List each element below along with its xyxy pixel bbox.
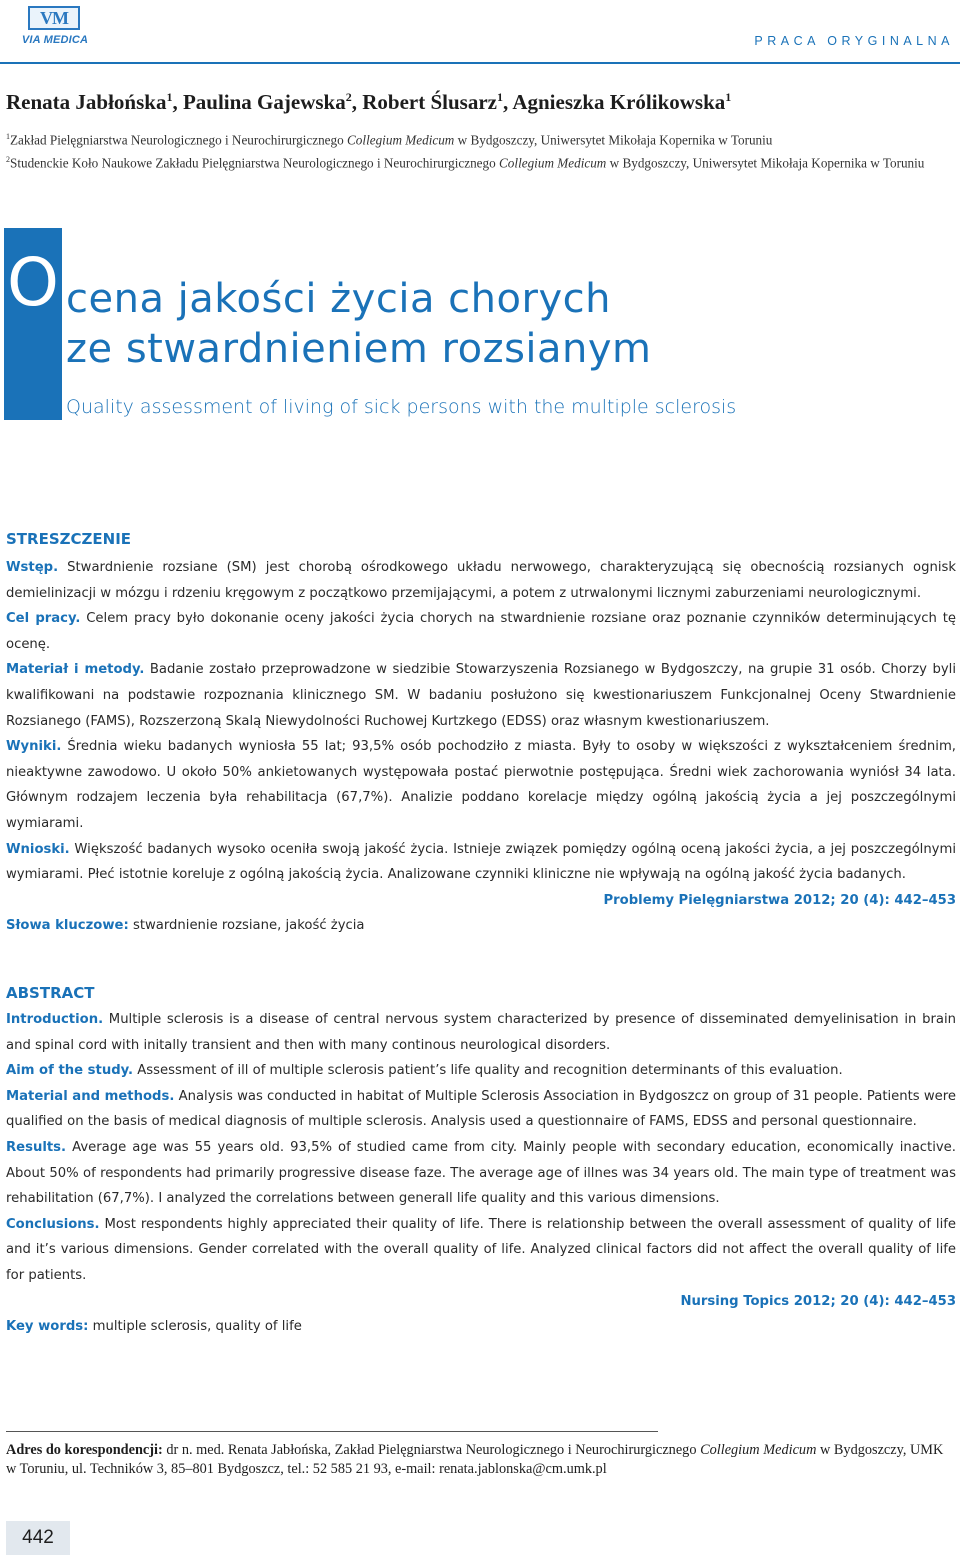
author-name: Robert Ślusarz bbox=[362, 90, 497, 114]
abstract-body bbox=[6, 1007, 956, 1340]
paragraph-text: Badanie zostało przeprowadzone w siedzibie Stowarzyszenia Rozsianego w Bydgoszczy, na grupie 31 osób. Chorzy byli kwalifikowani na podstawie rozpoznania klinicznego SM. W badaniu posłużono się kwestionariuszem Funkcjonalnej Oceny Stwardnienie Rozsianego (FAMS), Rozszerzoną Skalą Niewydolności Ruchowej Kurtzkego (EDSS) oraz własnym kwestionariuszem. bbox=[6, 662, 956, 729]
affiliation-text: w Bydgoszczy, Uniwersytet Mikołaja Kopernika w Toruniu bbox=[454, 132, 773, 148]
paragraph-label: Conclusions. bbox=[6, 1216, 100, 1232]
article-title-line-1: cena jakości życia chorych bbox=[66, 276, 611, 322]
paragraph-label: Introduction. bbox=[6, 1012, 104, 1027]
logo-text: VIA MEDICA bbox=[21, 34, 89, 46]
address-italic: Collegium Medicum bbox=[700, 1442, 817, 1458]
document-type: PRACA ORYGINALNA bbox=[754, 34, 954, 48]
author-affiliation-mark: 1 bbox=[496, 90, 503, 104]
streszczenie-heading: STRESZCZENIE bbox=[6, 530, 132, 548]
address-text: dr n. med. Renata Jabłońska, Zakład Pielęgniarstwa Neurologicznego i Neurochirurgicznego bbox=[162, 1442, 701, 1458]
streszczenie-body bbox=[6, 555, 956, 939]
article-title-line-2: ze stwardnieniem rozsianym bbox=[66, 326, 652, 372]
affiliation-text: Studenckie Koło Naukowe Zakładu Pielęgniarstwa Neurologicznego i Neurochirurgicznego bbox=[10, 155, 500, 171]
affiliation-text: Zakład Pielęgniarstwa Neurologicznego i Neurochirurgicznego bbox=[10, 132, 348, 148]
paragraph-text: Średnia wieku badanych wyniosła 55 lat; 93,5% osób pochodziło z miasta. Były to osoby w większości z wykształceniem średnim, nieaktywne zawodowo. U około 50% ankietowanych występowała postać pierwotnie postępująca. Średni wiek zachorowania wyniósł 34 lata. Głównym rodzajem leczenia była rehabilitacja (67,7%). Analizie poddano korelacje między ogólną jakością życia a jej poszczególnymi wymiarami. bbox=[6, 739, 956, 831]
abstract-paragraph bbox=[6, 606, 956, 657]
paragraph-text: Celem pracy było dokonanie oceny jakości życia chorych na stwardnienie rozsiane oraz poznanie czynników determinujących tę ocenę. bbox=[6, 611, 956, 652]
abstract-paragraph bbox=[6, 1135, 956, 1212]
paragraph-text: Average age was 55 years old. 93,5% of studied came from city. Mainly people with secondary education, economically inactive. About 50% of respondents had primarily progressive disease faze. The average age of illnes was 34 years old. The main type of treatment was rehabilitation (67,7%). I analyzed the correlations between generall life quality and this various dimensions. bbox=[6, 1139, 956, 1207]
address-label: Adres do korespondencji: bbox=[6, 1442, 163, 1458]
keywords-line bbox=[6, 1314, 956, 1340]
author-affiliation-mark: 1 bbox=[725, 90, 732, 104]
keywords-line bbox=[6, 913, 956, 939]
keywords-text: stwardnienie rozsiane, jakość życia bbox=[128, 918, 365, 934]
page-number: 442 bbox=[6, 1521, 70, 1555]
header-rule bbox=[0, 62, 960, 64]
abstract-paragraph bbox=[6, 1007, 956, 1058]
paragraph-text: Analysis was conducted in habitat of Multiple Sclerosis Association in Bydgoszcz on group of 31 people. Patients were qualified on the basis of medical diagnosis of multiple sclerosis. Analysis used a questionnaire of FAMS, EDSS and personal questionnaire. bbox=[6, 1088, 957, 1130]
keywords-text: multiple sclerosis, quality of life bbox=[88, 1319, 302, 1335]
author-name: Paulina Gajewska bbox=[182, 90, 346, 114]
abstract-paragraph bbox=[6, 734, 956, 836]
paragraph-text: Stwardnienie rozsiane (SM) jest chorobą ośrodkowego układu nerwowego, charakteryzującą się obecnością rozsianych ognisk demielinizacji w mózgu i rdzeniu kręgowym z początkowo przemijającymi, a potem z utrwalonymi licznymi zaburzeniami neurologicznymi. bbox=[6, 560, 956, 601]
affiliation-number: 1 bbox=[6, 132, 10, 141]
footer-rule bbox=[6, 1431, 658, 1432]
journal-citation: Problemy Pielęgniarstwa 2012; 20 (4): 442–453 bbox=[603, 892, 956, 908]
affiliation-italic: Collegium Medicum bbox=[347, 132, 455, 148]
abstract-paragraph bbox=[6, 1084, 956, 1135]
affiliation-italic: Collegium Medicum bbox=[499, 155, 607, 171]
affiliation-line bbox=[6, 127, 954, 150]
author-name: Agnieszka Królikowska bbox=[512, 90, 726, 114]
abstract-paragraph bbox=[6, 837, 956, 888]
abstract-paragraph bbox=[6, 1212, 956, 1289]
correspondence-address bbox=[6, 1441, 954, 1479]
logo-mark: VM bbox=[28, 6, 80, 30]
publisher-logo bbox=[8, 4, 98, 48]
journal-citation: Nursing Topics 2012; 20 (4): 442–453 bbox=[680, 1293, 956, 1309]
address-text: w Bydgoszczy, UMK w Toruniu, ul. Techników 3, 85–801 Bydgoszcz, tel.: 52 585 21 93, e-mail: renata.jablonska@cm.umk.pl bbox=[6, 1442, 944, 1477]
abstract-paragraph bbox=[6, 555, 956, 606]
paragraph-label: Wyniki. bbox=[6, 739, 62, 755]
affiliations bbox=[6, 127, 954, 173]
paragraph-text: Most respondents highly appreciated their quality of life. There is relationship between the overall assessment of quality of life and it’s various dimensions. Gender correlated with the overall quality of life. Analyzed clinical factors did not affect the overall quality of life for patients. bbox=[6, 1216, 956, 1283]
paragraph-label: Wstęp. bbox=[6, 560, 59, 575]
affiliation-line bbox=[6, 150, 954, 173]
article-english-title: Quality assessment of living of sick persons with the multiple sclerosis bbox=[66, 396, 737, 418]
paragraph-label: Cel pracy. bbox=[6, 611, 81, 627]
paragraph-label: Materiał i metody. bbox=[6, 662, 145, 678]
author-name: Renata Jabłońska bbox=[6, 90, 167, 114]
paragraph-label: Wnioski. bbox=[6, 841, 70, 857]
abstract-paragraph bbox=[6, 657, 956, 734]
affiliation-text: w Bydgoszczy, Uniwersytet Mikołaja Kopernika w Toruniu bbox=[606, 155, 925, 171]
keywords-label: Key words: bbox=[6, 1319, 89, 1335]
paragraph-text: Większość badanych wysoko oceniła swoją jakość życia. Istnieje związek pomiędzy ogólną oceną jakości życia, a jej poszczególnymi wymiarami. Płeć istotnie koreluje z ogólną jakością życia. Analizowane czynniki kliniczne nie wpływają na ogólną jakość życia badanych. bbox=[6, 841, 956, 883]
paragraph-label: Aim of the study. bbox=[6, 1063, 134, 1079]
author-affiliation-mark: 2 bbox=[345, 90, 352, 104]
paragraph-text: Assessment of ill of multiple sclerosis patient’s life quality and recognition determinants of this evaluation. bbox=[133, 1063, 843, 1079]
keywords-label: Słowa kluczowe: bbox=[6, 918, 129, 934]
paragraph-label: Material and methods. bbox=[6, 1088, 175, 1104]
author-affiliation-mark: 1 bbox=[166, 90, 173, 104]
abstract-heading: ABSTRACT bbox=[6, 984, 95, 1002]
paragraph-text: Multiple sclerosis is a disease of central nervous system characterized by presence of disseminated demyelinisation in brain and spinal cord with initally transient and then with many continous neurological disorders. bbox=[6, 1012, 956, 1053]
affiliation-number: 2 bbox=[6, 154, 10, 164]
abstract-paragraph bbox=[6, 1058, 956, 1084]
paragraph-label: Results. bbox=[6, 1139, 67, 1155]
title-initial-letter: O bbox=[7, 244, 59, 321]
author-list: Renata Jabłońska$^1$, Paulina Gajewska$^2$, Robert Ślusarz$^1$, Agnieszka Królikowska$^1$ bbox=[6, 90, 732, 114]
